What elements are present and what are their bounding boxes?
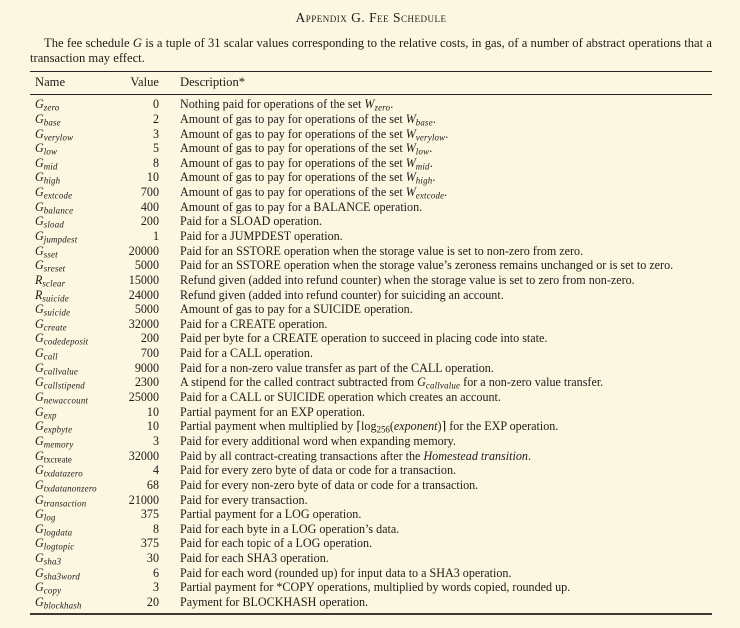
- table-row: [30, 229, 712, 244]
- table-row: [30, 449, 712, 464]
- fee-value: 4: [152, 463, 159, 478]
- fee-description: Partial payment for an EXP operation.: [180, 404, 365, 419]
- fee-description: Paid for an SSTORE operation when the storage value is set to non-zero from zero.: [180, 243, 584, 258]
- table-row: [30, 214, 712, 229]
- fee-description: Partial payment for a LOG operation.: [180, 507, 362, 522]
- fee-name: $G_{log}$: [35, 507, 56, 523]
- fee-name: $G_{logdata}$: [35, 521, 73, 538]
- fee-name: $G_{zero}$: [35, 97, 60, 113]
- fee-description: Paid for each byte in a LOG operation’s data.: [180, 521, 400, 536]
- table-row: [30, 434, 712, 449]
- table-row: [30, 331, 712, 346]
- fee-value: 400: [140, 199, 159, 214]
- fee-description: Amount of gas to pay for operations of the set $W_{verylow}$.: [180, 126, 449, 143]
- fee-value: 5000: [134, 302, 159, 317]
- fee-description: Amount of gas to pay for operations of the set $W_{extcode}$.: [180, 185, 448, 201]
- fee-value: 68: [146, 477, 159, 492]
- fee-name: $G_{blockhash}$: [35, 595, 82, 611]
- column-header-description: Description*: [180, 75, 246, 90]
- fee-value: 375: [140, 507, 159, 522]
- table-row: [30, 566, 712, 581]
- fee-description: Paid for a CALL or SUICIDE operation which creates an account.: [180, 390, 501, 405]
- fee-name: $G_{suicide}$: [35, 302, 71, 318]
- table-row: [30, 375, 712, 390]
- fee-description: Paid per byte for a CREATE operation to succeed in placing code into state.: [180, 331, 548, 346]
- fee-name: $G_{txcreate}$: [35, 448, 72, 465]
- fee-value: 10: [146, 419, 159, 434]
- fee-description: Paid for an SSTORE operation when the storage value’s zeroness remains unchanged or is set to zero.: [180, 258, 674, 273]
- fee-name: $G_{sha3word}$: [35, 565, 81, 582]
- table-row: [30, 317, 712, 332]
- fee-name: $G_{extcode}$: [35, 185, 73, 201]
- fee-name: $G_{memory}$: [35, 433, 74, 450]
- table-row: [30, 288, 712, 303]
- table-row: [30, 595, 712, 610]
- fee-name: $G_{low}$: [35, 141, 58, 157]
- fee-value: 3: [152, 580, 159, 595]
- fee-description: Nothing paid for operations of the set $W_{zero}$.: [180, 97, 394, 113]
- table-row: [30, 405, 712, 420]
- fee-description: Paid for every transaction.: [180, 492, 308, 507]
- fee-value: 0: [152, 97, 159, 112]
- fee-value: 20000: [128, 243, 159, 258]
- table-row: [30, 361, 712, 376]
- fee-name: $G_{balance}$: [35, 199, 74, 216]
- table-row: [30, 127, 712, 142]
- fee-value: 15000: [128, 272, 159, 287]
- fee-name: $G_{callvalue}$: [35, 360, 79, 377]
- column-header-value: Value: [130, 75, 159, 90]
- fee-description: Paid for each topic of a LOG operation.: [180, 536, 373, 551]
- fee-value: 6: [152, 565, 159, 580]
- table-row: [30, 522, 712, 537]
- fee-description: Partial payment for *COPY operations, multiplied by words copied, rounded up.: [180, 580, 571, 595]
- fee-value: 5000: [134, 258, 159, 273]
- fee-name: $G_{sreset}$: [35, 258, 66, 274]
- fee-description: Refund given (added into refund counter) when the storage value is set to zero from non-zero.: [180, 272, 635, 287]
- fee-description: Paid for each SHA3 operation.: [180, 551, 329, 566]
- fee-value: 20: [146, 595, 159, 609]
- fee-value: 24000: [128, 287, 159, 302]
- page-title: Appendix G. Fee Schedule: [295, 10, 447, 25]
- fee-value: 10: [146, 170, 159, 185]
- fee-name: $G_{txdatanonzero}$: [35, 477, 97, 494]
- fee-description: Amount of gas to pay for operations of the set $W_{high}$.: [180, 170, 436, 187]
- fee-description: Paid by all contract-creating transactions after the Homestead transition.: [180, 448, 531, 463]
- column-header-name: Name: [35, 75, 66, 90]
- fee-description: A stipend for the called contract subtracted from $G_{callvalue}$ for a non-zero value transfer.: [180, 375, 604, 391]
- fee-name: $G_{copy}$: [35, 580, 62, 596]
- fee-description: Amount of gas to pay for a BALANCE operation.: [180, 199, 423, 214]
- table-row: [30, 244, 712, 259]
- table-row: [30, 478, 712, 493]
- fee-name: $G_{call}$: [35, 346, 58, 362]
- fee-description: Partial payment when multiplied by $⌈\log_{256}(exponent)⌉$ for the EXP operation.: [180, 419, 559, 435]
- intro-paragraph: The fee schedule G is a tuple of 31 scalar values corresponding to the relative costs, in gas, of a number of abstract operations that a transaction may effect.: [30, 36, 712, 66]
- fee-value: 9000: [134, 360, 159, 375]
- fee-description: Paid for a CREATE operation.: [180, 316, 328, 331]
- fee-name: $G_{exp}$: [35, 404, 57, 421]
- fee-name: $G_{callstipend}$: [35, 375, 85, 391]
- fee-description: Paid for a non-zero value transfer as part of the CALL operation.: [180, 360, 494, 375]
- fee-name: $G_{logtopic}$: [35, 536, 75, 553]
- fee-value: 200: [140, 214, 159, 229]
- fee-name: $G_{codedeposit}$: [35, 331, 89, 348]
- table-row: [30, 390, 712, 405]
- fee-name: $G_{newaccount}$: [35, 390, 89, 406]
- fee-value: 21000: [128, 492, 159, 507]
- table-row: [30, 551, 712, 566]
- fee-value: 3: [152, 433, 159, 448]
- fee-value: 8: [152, 155, 159, 170]
- fee-name: $G_{jumpdest}$: [35, 228, 78, 245]
- fee-name: $R_{suicide}$: [35, 287, 69, 304]
- fee-description: Paid for every zero byte of data or code for a transaction.: [180, 463, 457, 478]
- table-row: [30, 200, 712, 215]
- fee-value: 8: [152, 521, 159, 536]
- fee-table-body: [30, 95, 712, 614]
- fee-name: $G_{verylow}$: [35, 126, 74, 143]
- fee-name: $R_{sclear}$: [35, 272, 66, 289]
- table-row: [30, 258, 712, 273]
- fee-description: Payment for BLOCKHASH operation.: [180, 595, 369, 609]
- fee-description: Paid for a JUMPDEST operation.: [180, 228, 343, 243]
- fee-schedule-table: [30, 71, 712, 614]
- fee-value: 2: [152, 111, 159, 126]
- fee-description: Paid for every additional word when expanding memory.: [180, 433, 456, 448]
- table-row: [30, 112, 712, 127]
- fee-description: Amount of gas to pay for a SUICIDE operation.: [180, 302, 413, 317]
- fee-value: 700: [140, 185, 159, 200]
- fee-description: Paid for each word (rounded up) for input data to a SHA3 operation.: [180, 565, 512, 580]
- fee-name: $G_{expbyte}$: [35, 419, 73, 435]
- fee-value: 10: [146, 404, 159, 419]
- fee-description: Refund given (added into refund counter) for suiciding an account.: [180, 287, 504, 302]
- fee-description: Amount of gas to pay for operations of the set $W_{low}$.: [180, 141, 433, 157]
- fee-name: $G_{txdatazero}$: [35, 463, 83, 479]
- fee-value: 25000: [128, 390, 159, 405]
- fee-name: $G_{sha3}$: [35, 551, 62, 567]
- table-row: [30, 536, 712, 551]
- table-row: [30, 170, 712, 185]
- table-row: [30, 493, 712, 508]
- fee-description: Paid for every non-zero byte of data or code for a transaction.: [180, 477, 479, 492]
- fee-description: Amount of gas to pay for operations of the set $W_{base}$.: [180, 111, 436, 128]
- fee-name: $G_{high}$: [35, 170, 61, 187]
- fee-name: $G_{base}$: [35, 111, 61, 128]
- fee-value: 375: [140, 536, 159, 551]
- table-header-row: [30, 71, 712, 95]
- fee-value: 32000: [128, 316, 159, 331]
- fee-description: Paid for a SLOAD operation.: [180, 214, 323, 229]
- table-row: [30, 507, 712, 522]
- fee-value: 5: [152, 141, 159, 156]
- table-row: [30, 185, 712, 200]
- table-row: [30, 580, 712, 595]
- fee-value: 1: [152, 228, 159, 243]
- table-row: [30, 273, 712, 288]
- fee-value: 3: [152, 126, 159, 141]
- table-row: [30, 463, 712, 478]
- table-row: [30, 141, 712, 156]
- table-row: [30, 97, 712, 112]
- fee-name: $G_{sload}$: [35, 214, 64, 230]
- fee-value: 32000: [128, 448, 159, 463]
- fee-description: Paid for a CALL operation.: [180, 346, 313, 361]
- fee-name: $G_{transaction}$: [35, 492, 87, 509]
- fee-name: $G_{sset}$: [35, 243, 58, 260]
- table-row: [30, 419, 712, 434]
- fee-value: 700: [140, 346, 159, 361]
- fee-value: 30: [146, 551, 159, 566]
- fee-description: Amount of gas to pay for operations of the set $W_{mid}$.: [180, 155, 433, 172]
- fee-name: $G_{create}$: [35, 316, 67, 333]
- fee-value: 2300: [134, 375, 159, 390]
- table-row: [30, 346, 712, 361]
- table-row: [30, 156, 712, 171]
- fee-value: 200: [140, 331, 159, 346]
- table-row: [30, 302, 712, 317]
- fee-name: $G_{mid}$: [35, 155, 58, 172]
